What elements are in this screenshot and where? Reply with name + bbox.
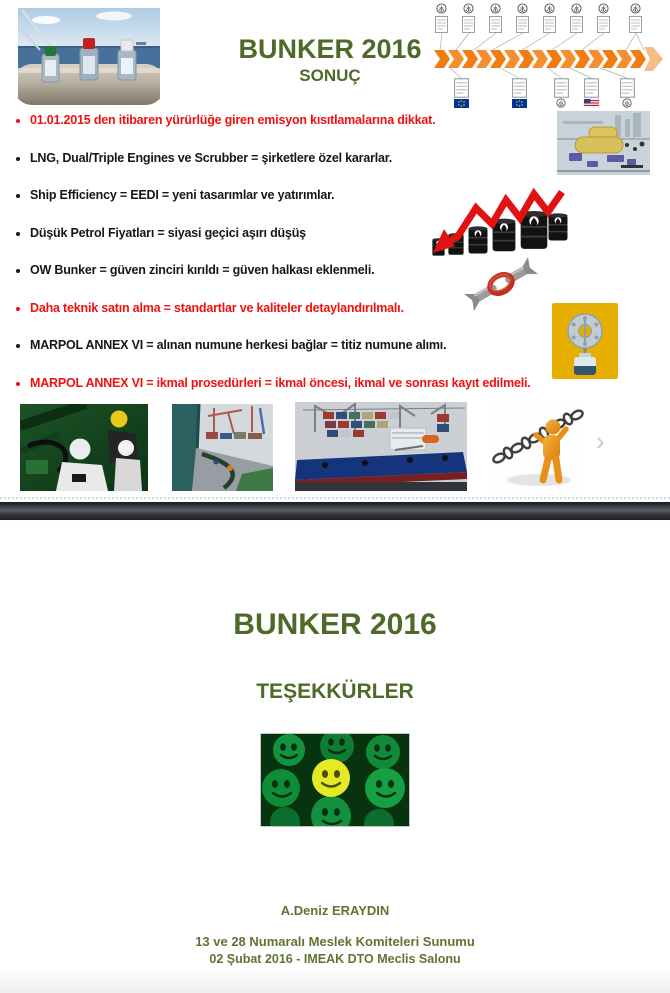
sample-bottles-photo (18, 8, 160, 105)
bullet-item: • LNG, Dual/Triple Engines ve Scrubber = şirketlere özel kararlar. (30, 148, 531, 169)
carousel-next-icon[interactable]: › (596, 426, 605, 456)
bullet-item: • Düşük Petrol Fiyatları = siyasi geçici aşırı düşüş (30, 223, 531, 244)
slide-divider-bar (0, 502, 670, 520)
imo-logo-icon (437, 4, 446, 13)
lng-bunkering-image (557, 111, 650, 175)
slide1-subtitle: SONUÇ (299, 66, 361, 85)
slide2-subtitle: TEŞEKKÜRLER (256, 680, 414, 703)
sample-bottle-white (118, 40, 136, 80)
bullet-item: • OW Bunker = güven zinciri kırıldı = güven halkası eklenmeli. (30, 260, 531, 281)
bullet-item: • Daha teknik satın alma = standartlar ve kaliteler detaylandırılmalı. (30, 298, 531, 319)
slide-boundary-dots (0, 497, 670, 499)
us-flag-icon (584, 99, 599, 108)
bullet-item: • Ship Efficiency = EEDI = yeni tasarımlar ve yatırımlar. (30, 185, 531, 206)
slide1-title: BUNKER 2016 (238, 34, 422, 64)
photo-workers-sampling (20, 404, 148, 491)
slide-2-tesekkurler (0, 520, 670, 993)
slide2-title: BUNKER 2016 (233, 608, 437, 641)
bullet-item: • MARPOL ANNEX VI = ikmal prosedürleri = ikmal öncesi, ikmal ve sonrası kayıt edilmeli. (30, 373, 531, 394)
bullet-item: • 01.01.2015 den itibaren yürürlüğe giren emisyon kısıtlamalarına dikkat. (30, 110, 531, 131)
eu-flag-icon-2 (512, 99, 527, 108)
fuel-sample-seal-image (552, 303, 618, 379)
smileys-image (260, 733, 410, 827)
author-name: A.Deniz ERAYDIN (280, 903, 390, 918)
photo-bunker-barge (295, 402, 467, 491)
bottom-fade (0, 967, 670, 993)
photo-chain-figure (489, 404, 584, 491)
eu-flag-icon (454, 99, 469, 108)
photo-bunker-hose-deck (172, 404, 273, 491)
footer-date-venue-line: 02 Şubat 2016 - IMEAK DTO Meclis Salonu (209, 952, 461, 966)
bullet-list (14, 110, 531, 410)
footer-committee-line: 13 ve 28 Numaralı Meslek Komiteleri Sunumu (195, 934, 475, 949)
bullet-item: • MARPOL ANNEX VI = alınan numune herkesi bağlar = titiz numune alımı. (30, 335, 531, 356)
